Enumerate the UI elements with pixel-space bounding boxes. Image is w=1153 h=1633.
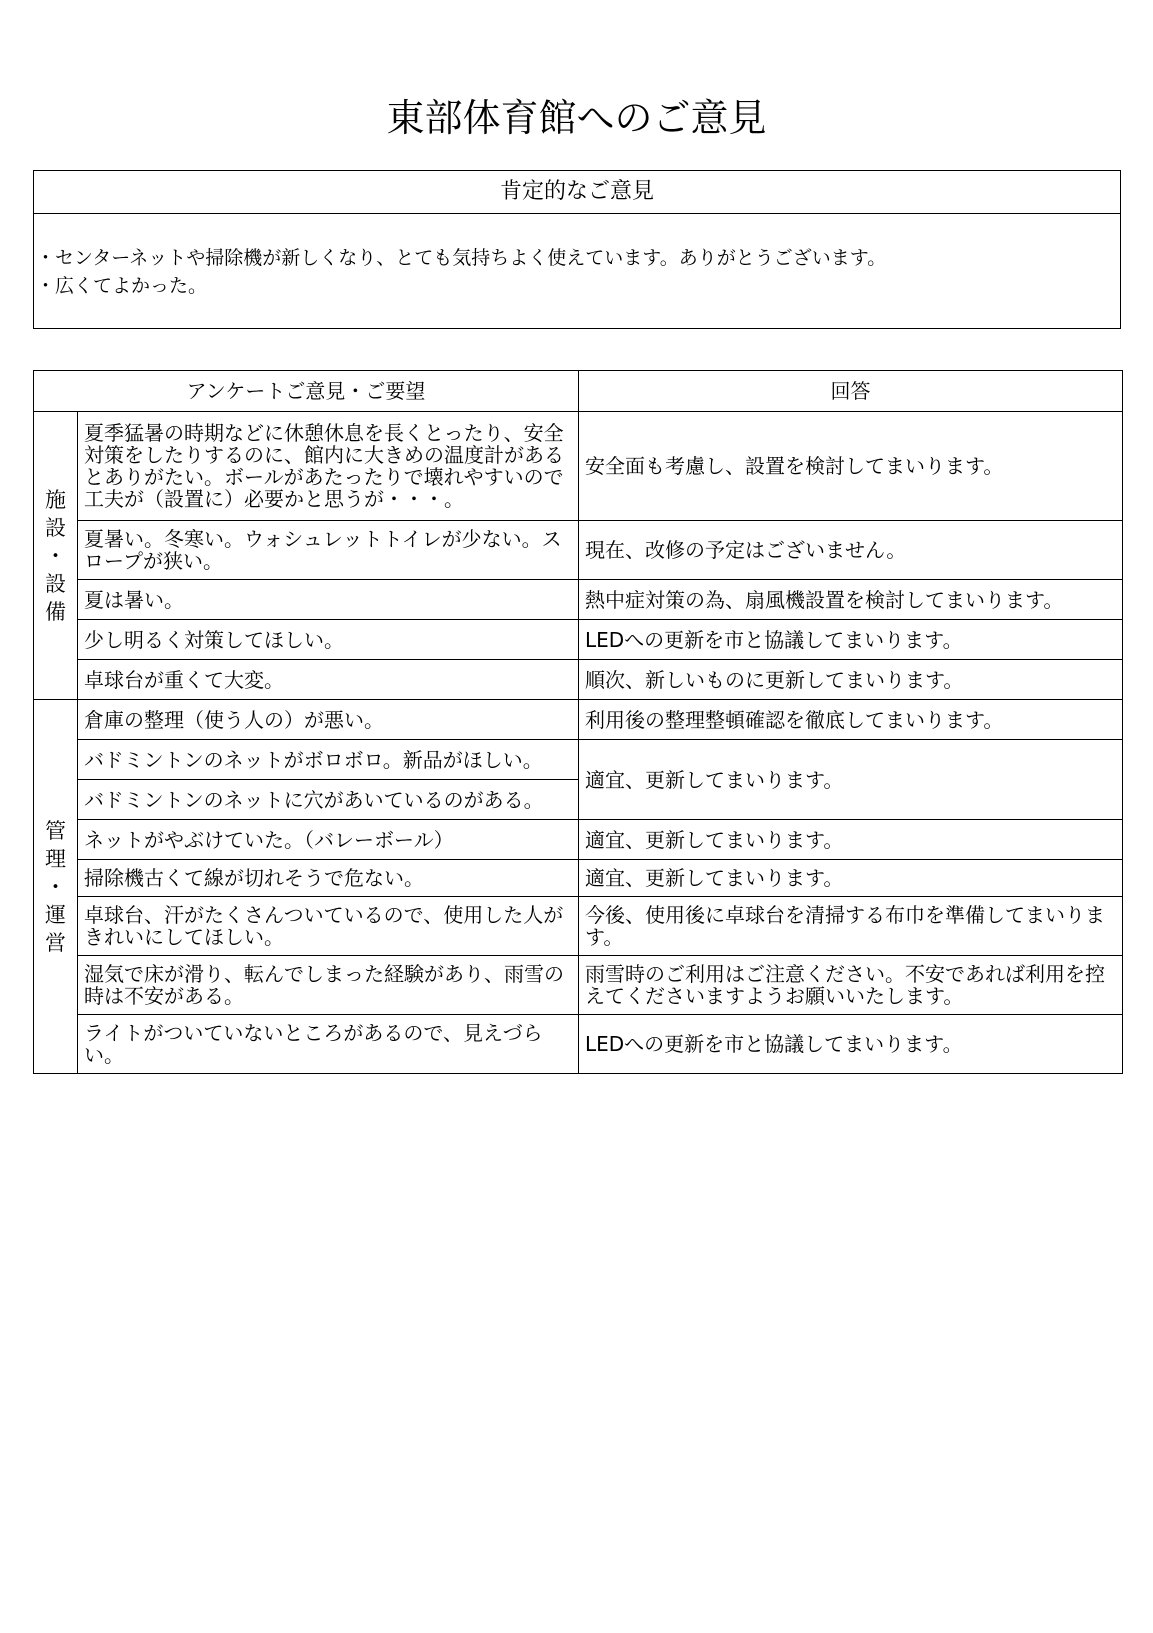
table-row [34,820,1123,860]
category-char: ・ [45,874,66,899]
positive-opinions-box [33,170,1121,329]
answer-cell: 適宜、更新してまいります。 [579,860,1123,897]
category-char: 運 [45,902,66,927]
table-header-row [34,371,1123,412]
table-row [34,897,1123,956]
table-row [34,860,1123,897]
answer-cell: 現在、改修の予定はございません。 [579,521,1123,580]
opinion-cell: 倉庫の整理（使う人の）が悪い。 [78,700,579,740]
opinion-cell: 掃除機古くて線が切れそうで危ない。 [78,860,579,897]
category-char: 営 [45,930,66,955]
answer-cell: 順次、新しいものに更新してまいります。 [579,660,1123,700]
positive-opinions-body [34,214,1120,328]
answer-cell: 適宜、更新してまいります。 [579,740,1123,820]
table-row [34,580,1123,620]
opinion-cell: ネットがやぶけていた。（バレーボール） [78,820,579,860]
answer-cell: 熱中症対策の為、扇風機設置を検討してまいります。 [579,580,1123,620]
category-char: 施 [45,487,66,512]
answer-cell: 雨雪時のご利用はご注意ください。不安であれば利用を控えてくださいますようお願いいたします。 [579,956,1123,1015]
category-char: 管 [45,818,66,843]
answer-column-header: 回答 [579,371,1123,412]
opinion-answer-table [33,370,1123,1074]
opinion-cell: 夏は暑い。 [78,580,579,620]
answer-cell: 安全面も考慮し、設置を検討してまいります。 [579,412,1123,521]
category-facilities [34,412,78,700]
answer-cell: 今後、使用後に卓球台を清掃する布巾を準備してまいります。 [579,897,1123,956]
category-char: 設 [45,571,66,596]
table-row [34,700,1123,740]
opinion-cell: ライトがついていないところがあるので、見えづらい。 [78,1015,579,1074]
category-char: 理 [45,846,66,871]
opinion-cell: 卓球台、汗がたくさんついているので、使用した人がきれいにしてほしい。 [78,897,579,956]
opinion-cell: バドミントンのネットがボロボロ。新品がほしい。 [78,740,579,780]
page-title: 東部体育館へのご意見 [386,96,767,140]
category-char: 設 [45,515,66,540]
answer-cell: LEDへの更新を市と協議してまいります。 [579,1015,1123,1074]
answer-cell: 適宜、更新してまいります。 [579,820,1123,860]
positive-line: ・広くてよかった。 [36,275,208,297]
table-row [34,660,1123,700]
category-char: ・ [45,543,66,568]
positive-line: ・センターネットや掃除機が新しくなり、とても気持ちよく使えています。ありがとうございます。 [36,247,887,269]
opinion-cell: バドミントンのネットに穴があいているのがある。 [78,780,579,820]
table-row [34,740,1123,780]
opinion-cell: 少し明るく対策してほしい。 [78,620,579,660]
opinion-column-header: アンケートご意見・ご要望 [34,371,579,412]
table-row [34,521,1123,580]
positive-opinions-header: 肯定的なご意見 [34,171,1120,214]
table-row [34,1015,1123,1074]
answer-cell: 利用後の整理整頓確認を徹底してまいります。 [579,700,1123,740]
table-row [34,620,1123,660]
table-row [34,412,1123,521]
opinion-cell: 夏暑い。冬寒い。ウォシュレットトイレが少ない。スロープが狭い。 [78,521,579,580]
opinion-cell: 夏季猛暑の時期などに休憩休息を長くとったり、安全対策をしたりするのに、館内に大きめの温度計があるとありがたい。ボールがあたったりで壊れやすいので工夫が（設置に）必要かと思うが・・・。 [78,412,579,521]
opinion-cell: 卓球台が重くて大変。 [78,660,579,700]
answer-cell: LEDへの更新を市と協議してまいります。 [579,620,1123,660]
table-row [34,956,1123,1015]
category-char: 備 [45,599,66,624]
category-management [34,700,78,1074]
opinion-cell: 湿気で床が滑り、転んでしまった経験があり、雨雪の時は不安がある。 [78,956,579,1015]
